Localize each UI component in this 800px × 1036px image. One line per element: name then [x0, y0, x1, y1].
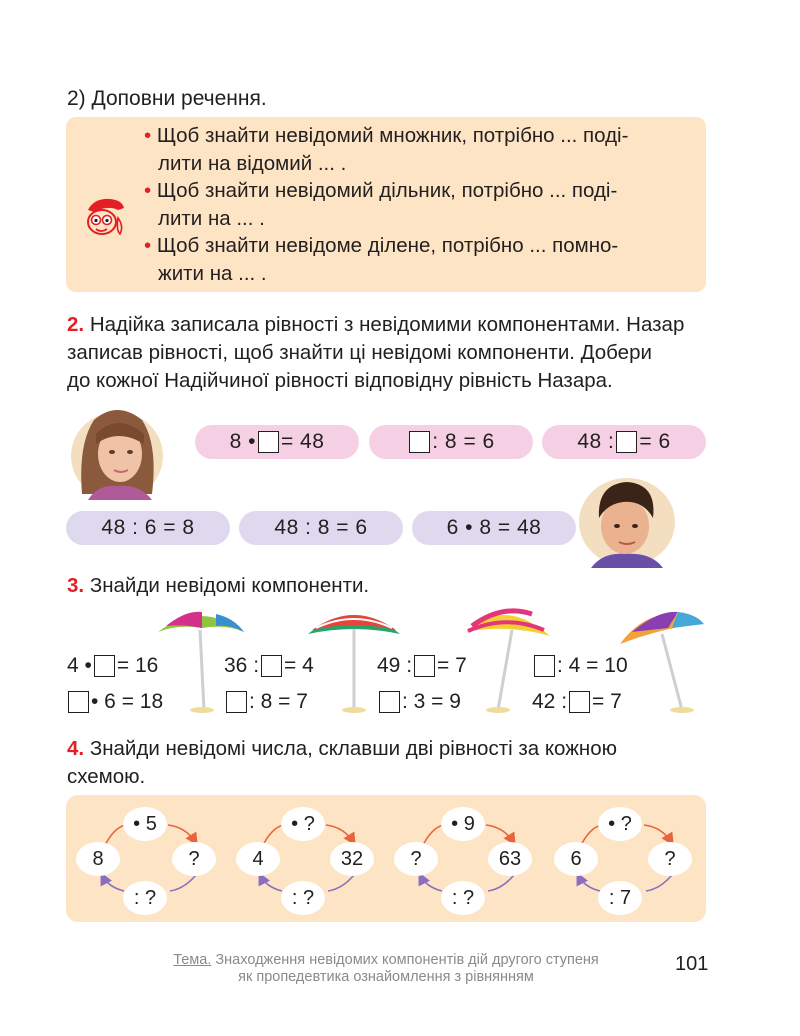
task-3-eq-r2c1: • 6 = 18 — [66, 690, 163, 714]
rule-1-line-1: • Щоб знайти невідомий множник, потрібно ... поді- — [144, 124, 629, 147]
task-3-eq-r2c4: 42 : = 7 — [532, 690, 622, 713]
blank-box[interactable] — [414, 655, 435, 677]
nazar-equation-2: 48 : 8 = 6 — [239, 511, 403, 545]
scheme-4-bottom: : 7 — [598, 881, 642, 915]
footer-topic: Тема. Знаходження невідомих компонентів дій другого ступеня як пропедевтика ознайомлення з рівнянням — [173, 952, 599, 985]
blank-box[interactable] — [94, 655, 115, 677]
task-3-number: 3. — [67, 574, 85, 597]
nazar-equation-1: 48 : 6 = 8 — [66, 511, 230, 545]
rule-1-line-2: лити на відомий ... . — [158, 151, 347, 175]
scheme-1-left: 8 — [76, 842, 120, 876]
scheme-1-right: ? — [172, 842, 216, 876]
task-3-eq-r1c3: 49 : = 7 — [377, 654, 467, 677]
blank-box[interactable] — [616, 431, 637, 453]
blank-box[interactable] — [258, 431, 279, 453]
blank-box[interactable] — [68, 691, 89, 713]
blank-box[interactable] — [261, 655, 282, 677]
scheme-3-right: 63 — [488, 842, 532, 876]
rule-2-line-2: лити на ... . — [158, 206, 265, 230]
nazar-equation-3: 6 • 8 = 48 — [412, 511, 576, 545]
scheme-1-top: • 5 — [123, 807, 167, 841]
mascot-face-icon — [80, 196, 130, 242]
girl-portrait — [68, 404, 166, 500]
blank-box[interactable] — [569, 691, 590, 713]
task-3-eq-r2c3: : 3 = 9 — [377, 690, 461, 714]
beach-umbrella — [618, 604, 708, 714]
task-3-text: 3. Знайди невідомі компоненти. — [67, 574, 370, 597]
scheme-3-left: ? — [394, 842, 438, 876]
rule-2-line-1: • Щоб знайти невідомий дільник, потрібно ... поді- — [144, 179, 618, 202]
scheme-2-right: 32 — [330, 842, 374, 876]
page-number: 101 — [675, 953, 709, 975]
blank-box[interactable] — [409, 431, 430, 453]
blank-box[interactable] — [226, 691, 247, 713]
scheme-2-left: 4 — [236, 842, 280, 876]
nadiika-equation-3: 48 : = 6 — [542, 425, 706, 459]
blank-box[interactable] — [534, 655, 555, 677]
task-4-text: 4. Знайди невідомі числа, склавши дві рівності за кожною схемою. — [67, 737, 618, 788]
scheme-4-top: • ? — [598, 807, 642, 841]
scheme-2-top: • ? — [281, 807, 325, 841]
task-2-text: 2. Надійка записала рівності з невідомими компонентами. Назар записав рівності, щоб знайти ці невідомі компоненти. Добери до кожної Надійчиної рівності відповідну рівність Назара. — [67, 313, 685, 392]
scheme-2-bottom: : ? — [281, 881, 325, 915]
task-4-number: 4. — [67, 737, 85, 760]
scheme-4-right: ? — [648, 842, 692, 876]
task-3-eq-r1c1: 4 • = 16 — [67, 654, 159, 677]
task-2-number: 2. — [67, 313, 85, 336]
rule-3-line-1: • Щоб знайти невідоме ділене, потрібно ... помно- — [144, 234, 619, 257]
task-3-eq-r1c4: : 4 = 10 — [532, 654, 628, 678]
nadiika-equation-1: 8 • = 48 — [195, 425, 359, 459]
boy-portrait — [577, 472, 677, 568]
exercise-subheading: 2) Доповни речення. — [67, 87, 267, 110]
scheme-3-bottom: : ? — [441, 881, 485, 915]
task-3-eq-r2c2: : 8 = 7 — [224, 690, 308, 714]
nadiika-equation-2: : 8 = 6 — [369, 425, 533, 459]
rules-list — [144, 122, 700, 287]
scheme-3-top: • 9 — [441, 807, 485, 841]
rule-3-line-2: жити на ... . — [158, 261, 267, 285]
blank-box[interactable] — [379, 691, 400, 713]
scheme-1-bottom: : ? — [123, 881, 167, 915]
scheme-4-left: 6 — [554, 842, 598, 876]
task-3-eq-r1c2: 36 : = 4 — [224, 654, 314, 677]
